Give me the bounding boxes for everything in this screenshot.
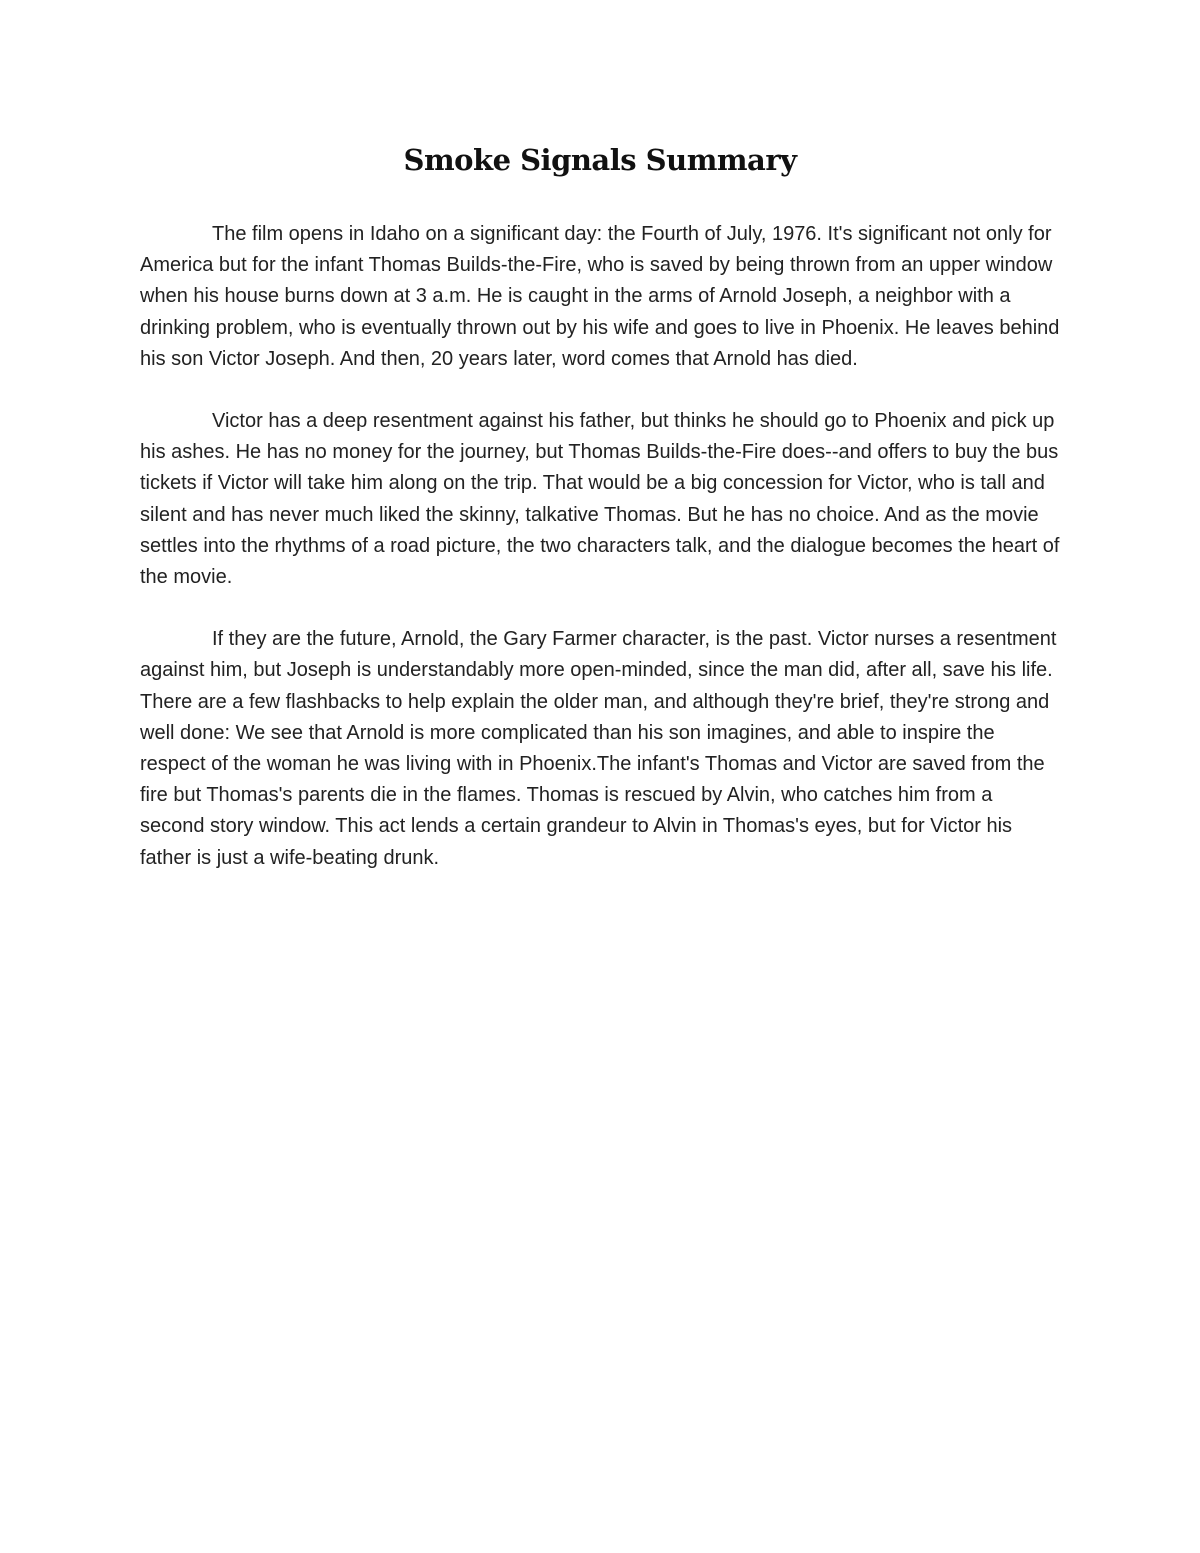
paragraph-1: The film opens in Idaho on a significant day: the Fourth of July, 1976. It's significant not only for America but for the infant Thomas Builds-the-Fire, who is saved by being thrown from an upper window when his house burns down at 3 a.m. He is caught in the arms of Arnold Joseph, a neighbor with a drinking problem, who is eventually thrown out by his wife and goes to live in Phoenix. He leaves behind his son Victor Joseph. And then, 20 years later, word comes that Arnold has died. xyxy=(140,223,1060,370)
paragraph-2: Victor has a deep resentment against his father, but thinks he should go to Phoenix and pick up his ashes. He has no money for the journey, but Thomas Builds-the-Fire does--and offers to buy the bus tickets if Victor will take him along on the trip. That would be a big concession for Victor, who is tall and silent and has never much liked the skinny, talkative Thomas. But he has no choice. And as the movie settles into the rhythms of a road picture, the two characters talk, and the dialogue becomes the heart of the movie. xyxy=(140,410,1060,589)
paragraph-3: If they are the future, Arnold, the Gary Farmer character, is the past. Victor nurses a resentment against him, but Joseph is understandably more open-minded, since the man did, after all, save his life. There are a few flashbacks to help explain the older man, and although they're brief, they're strong and well done: We see that Arnold is more complicated than his son imagines, and able to inspire the respect of the woman he was living with in Phoenix.The infant's Thomas and Victor are saved from the fire but Thomas's parents die in the flames. Thomas is rescued by Alvin, who catches him from a second story window. This act lends a certain grandeur to Alvin in Thomas's eyes, but for Victor his father is just a wife-beating drunk. xyxy=(140,628,1057,869)
document-body xyxy=(140,219,1060,905)
document-title: Smoke Signals Summary xyxy=(403,143,797,177)
